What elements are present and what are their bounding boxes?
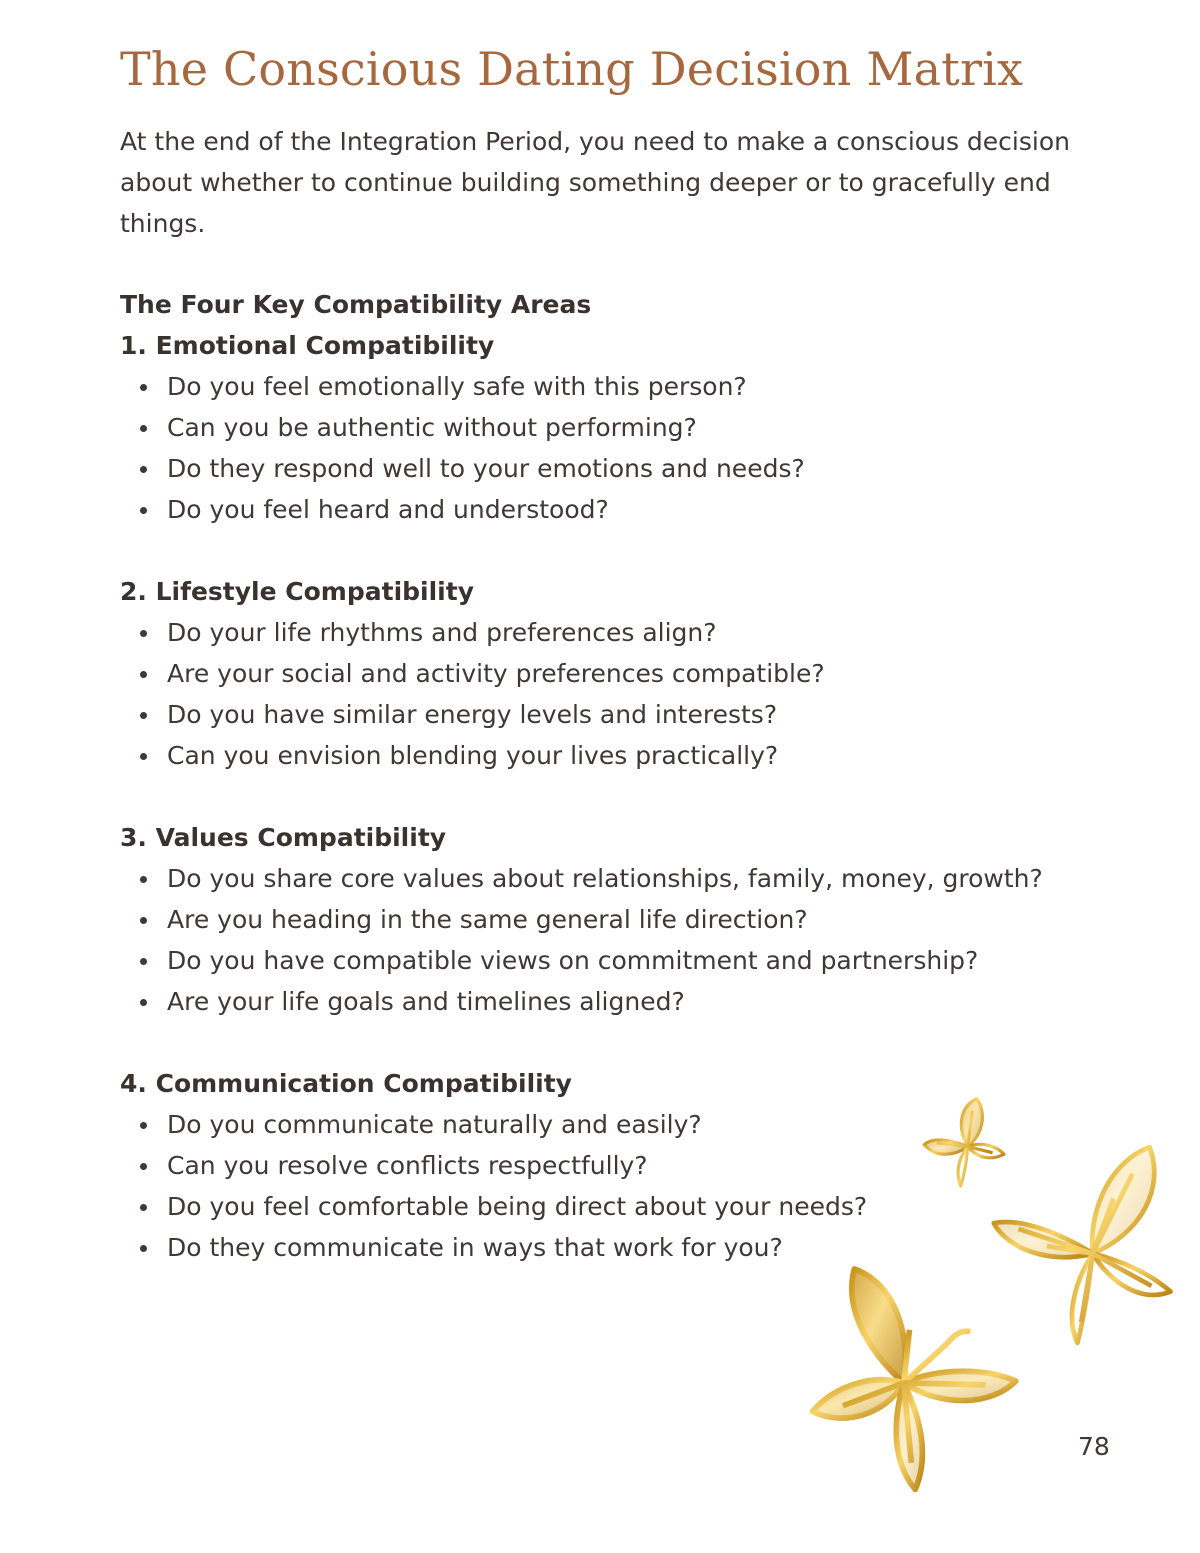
list-item: Are your life goals and timelines aligned? [120,981,1120,1022]
section-title: 1. Emotional Compatibility [120,331,495,360]
bullet-icon [140,999,147,1006]
list-item: Are your social and activity preferences compatible? [120,653,1120,694]
section-values [120,817,1120,1022]
bullet-icon [140,876,147,883]
list-item: Can you be authentic without performing? [120,407,1120,448]
list-item: Do you have similar energy levels and interests? [120,694,1120,735]
section-lifestyle [120,571,1120,776]
bullet-icon [140,507,147,514]
list-item: Do they respond well to your emotions and needs? [120,448,1120,489]
bullet-icon [140,1245,147,1252]
section-title: 3. Values Compatibility [120,823,447,852]
intro-paragraph: At the end of the Integration Period, you need to make a conscious decision about whether to continue building something deeper or to gracefully end things. [120,127,1070,238]
areas-heading: The Four Key Compatibility Areas [120,290,592,319]
list-item: Can you envision blending your lives practically? [120,735,1120,776]
bullet-icon [140,630,147,637]
butterfly-icon [805,1262,1033,1502]
list-item: Do you have compatible views on commitment and partnership? [120,940,1120,981]
page-number: 78 [1078,1432,1110,1461]
bullet-icon [140,425,147,432]
bullet-icon [140,917,147,924]
bullet-icon [140,1163,147,1170]
list-item: Are you heading in the same general life direction? [120,899,1120,940]
page-title: The Conscious Dating Decision Matrix [120,42,1024,96]
bullet-icon [140,671,147,678]
bullet-icon [140,1122,147,1129]
bullet-icon [140,1204,147,1211]
list-item: Do you communicate naturally and easily? [120,1104,1120,1145]
bullet-list [120,858,1120,1022]
section-title: 2. Lifestyle Compatibility [120,577,474,606]
list-item: Can you resolve conflicts respectfully? [120,1145,1120,1186]
bullet-list [120,612,1120,776]
list-item: Do you feel emotionally safe with this person? [120,366,1120,407]
list-item: Do you share core values about relationships, family, money, growth? [120,858,1120,899]
list-item: Do they communicate in ways that work for you? [120,1227,1120,1268]
bullet-icon [140,466,147,473]
bullet-icon [140,384,147,391]
bullet-icon [140,958,147,965]
list-item: Do you feel comfortable being direct about your needs? [120,1186,1120,1227]
list-item: Do you feel heard and understood? [120,489,1120,530]
bullet-list [120,366,1120,530]
bullet-icon [140,712,147,719]
list-item: Do your life rhythms and preferences align? [120,612,1120,653]
section-emotional [120,325,1120,530]
section-title: 4. Communication Compatibility [120,1069,572,1098]
bullet-icon [140,753,147,760]
